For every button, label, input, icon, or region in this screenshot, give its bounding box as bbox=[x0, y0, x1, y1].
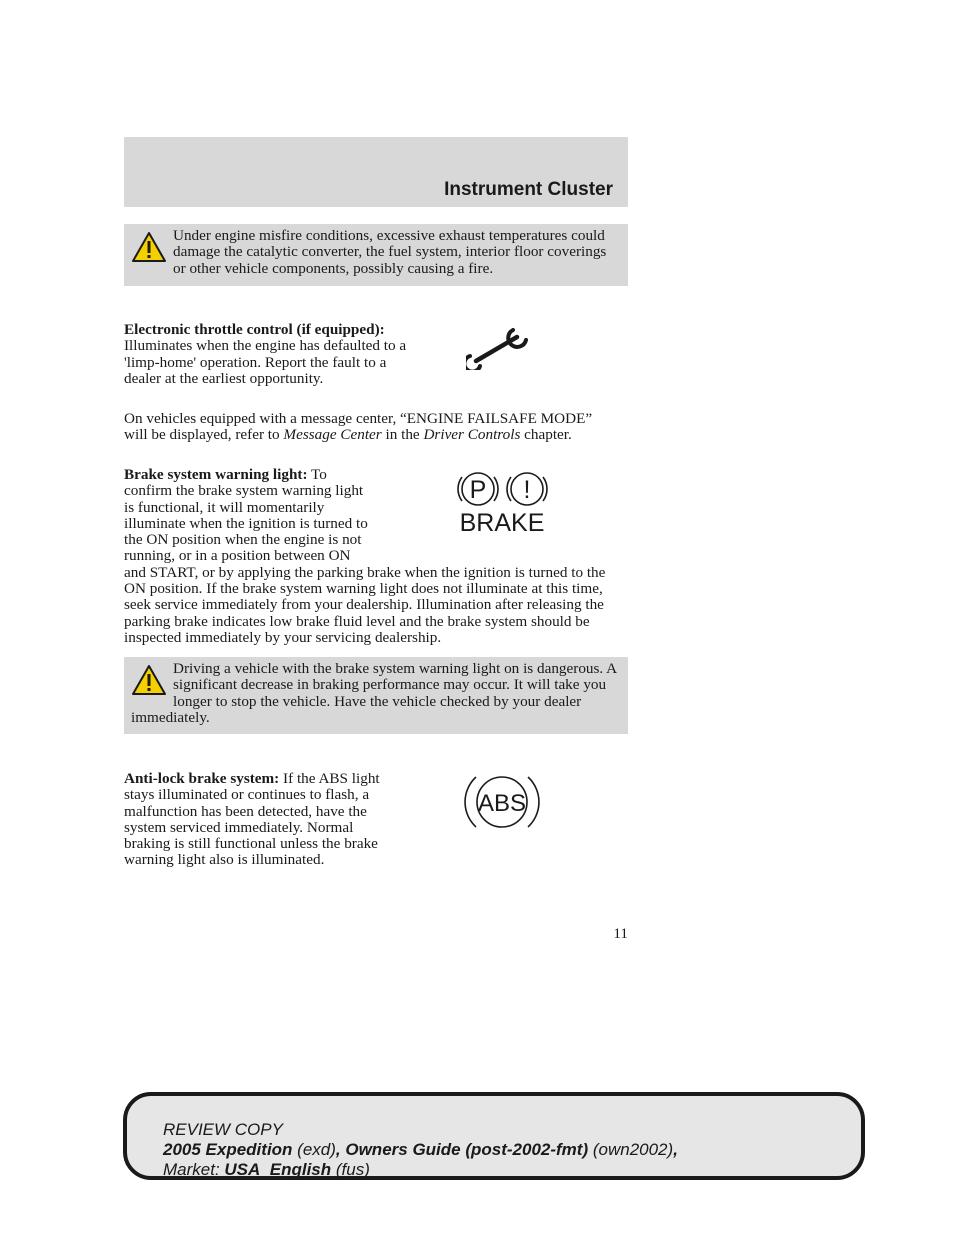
footer-market: USA_English bbox=[224, 1160, 332, 1179]
abs-text: If the ABS light stays illuminated or continues to flash, a malfunction has been detected, have the system serviced immediately. Normal braking is still functional unless the brake warning light also is illuminated. bbox=[124, 770, 380, 869]
message-center-text-3: chapter. bbox=[520, 426, 572, 444]
message-center-paragraph bbox=[124, 411, 594, 444]
footer-separator-2: , bbox=[673, 1140, 678, 1159]
brake-icon-label: BRAKE bbox=[459, 509, 545, 536]
message-center-text: On vehicles equipped with a message center, “ENGINE FAILSAFE MODE” will be displayed, refer to bbox=[124, 410, 593, 444]
footer-separator: , bbox=[335, 1140, 346, 1159]
warning-text: Under engine misfire conditions, excessive exhaust temperatures could damage the catalytic converter, the fuel system, interior floor coverings or other vehicle components, possibly causing a fire. bbox=[173, 227, 607, 277]
throttle-text: Illuminates when the engine has defaulted to a 'limp-home' operation. Report the fault to a dealer at the earliest opportunity. bbox=[124, 337, 407, 387]
throttle-lead: Electronic throttle control (if equipped): bbox=[124, 321, 385, 338]
review-copy-footer bbox=[123, 1092, 865, 1180]
page-title: Instrument Cluster bbox=[444, 179, 613, 200]
warning-box-brake bbox=[124, 657, 628, 734]
footer-market-line bbox=[163, 1160, 678, 1180]
driver-controls-reference: Driver Controls bbox=[423, 426, 521, 444]
footer-market-label: Market: bbox=[163, 1160, 225, 1179]
wrench-icon bbox=[466, 326, 530, 374]
footer-guide: Owners Guide (post-2002-fmt) bbox=[345, 1140, 589, 1159]
exclamation-mark: ! bbox=[523, 476, 531, 504]
brake-lead: Brake system warning light: bbox=[124, 466, 308, 483]
abs-icon-label: ABS bbox=[477, 790, 527, 817]
footer-model-code: (exd) bbox=[292, 1140, 336, 1159]
parking-brake-letter: P bbox=[469, 476, 487, 504]
footer-model: 2005 Expedition bbox=[163, 1140, 293, 1159]
brake-warning-icon bbox=[455, 470, 555, 540]
warning-text: Driving a vehicle with the brake system warning light on is dangerous. A significant decrease in braking performance may occur. It will take you longer to stop the vehicle. Have the vehicle checked by your dealer immediately. bbox=[131, 660, 617, 726]
section-header bbox=[124, 137, 628, 207]
page-number: 11 bbox=[613, 925, 628, 942]
abs-warning-icon bbox=[463, 770, 541, 838]
review-copy-label: REVIEW COPY bbox=[163, 1120, 283, 1139]
throttle-section bbox=[124, 322, 424, 387]
footer-guide-code: (own2002) bbox=[588, 1140, 674, 1159]
warning-triangle-icon bbox=[131, 231, 167, 263]
message-center-text-2: in the bbox=[381, 426, 424, 444]
footer-market-code: (fus) bbox=[331, 1160, 370, 1179]
warning-triangle-icon bbox=[131, 664, 167, 696]
abs-lead: Anti-lock brake system: bbox=[124, 770, 280, 787]
footer-publication-line bbox=[163, 1140, 678, 1160]
warning-box-misfire bbox=[124, 224, 628, 286]
brake-text: To confirm the brake system warning light is functional, it will momentarily illuminate when the ignition is turned to the ON position when the engine is not running, or in a position between ON and START, or by applying the parking brake when the ignition is turned to the ON position. If the brake system warning light does not illuminate at this time, seek service immediately from your dealership. Illumination after releasing the parking brake indicates low brake fluid level and the brake system should be inspected immediately by your servicing dealership. bbox=[124, 466, 606, 646]
message-center-reference: Message Center bbox=[283, 426, 382, 444]
